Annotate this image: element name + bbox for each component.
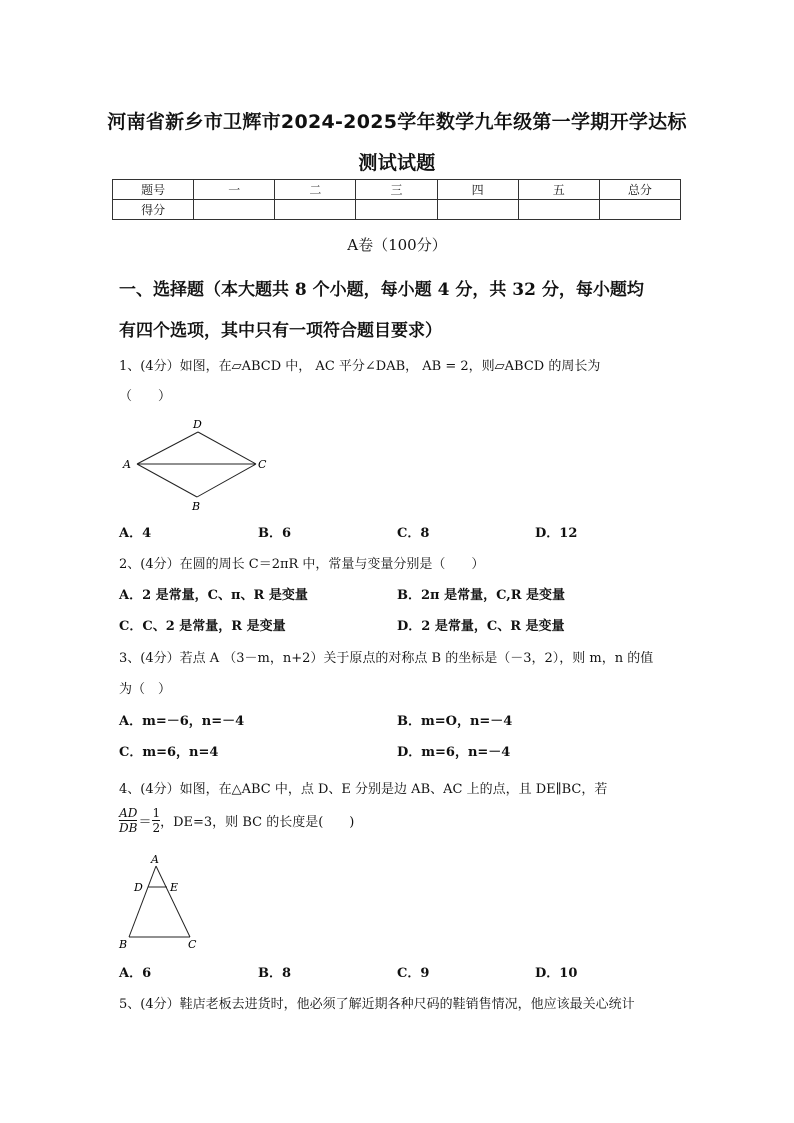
q3-text-line2: 为（ ） — [119, 682, 172, 697]
q1-edge-dc — [198, 432, 256, 464]
q4-option-b: B．8 — [258, 966, 292, 981]
q2-text: 2、(4分）在圆的周长 C＝2πR 中，常量与变量分别是（ ） — [119, 557, 485, 572]
q4-equals: ＝ — [138, 815, 152, 830]
q4-option-d: D．10 — [535, 966, 578, 981]
q4-label-d: D — [134, 881, 143, 894]
score-entry-cell — [356, 200, 437, 220]
q3-option-a: A．m=－6，n=－4 — [119, 714, 245, 729]
q4-fraction-half — [152, 806, 160, 835]
score-cell: 得分 — [113, 200, 194, 220]
q4-fraction-ad-db — [119, 806, 137, 835]
score-entry-cell — [194, 200, 275, 220]
q4-text-rest: ，DE=3，则 BC 的长度是( ) — [160, 815, 355, 830]
q1-label-d: D — [193, 418, 202, 431]
q1-option-d: D．12 — [535, 526, 578, 541]
score-cell: 总分 — [599, 180, 680, 200]
q1-label-a: A — [123, 458, 131, 471]
score-entry-cell — [599, 200, 680, 220]
q4-half-num: 1 — [152, 806, 161, 820]
part1-heading-line1: 一、选择题（本大题共 8 个小题，每小题 4 分，共 32 分，每小题均 — [119, 280, 644, 300]
q4-text: 4、(4分）如图，在△ABC 中，点 D、E 分别是边 AB、AC 上的点，且 DE∥BC，若 — [119, 782, 608, 797]
q1-text: 1、(4分）如图，在▱ABCD 中， AC 平分∠DAB， AB = 2，则▱ABCD 的周长为 — [119, 359, 601, 374]
q1-label-c: C — [258, 458, 267, 471]
score-entry-cell — [275, 200, 356, 220]
score-cell: 四 — [437, 180, 518, 200]
q4-label-c: C — [188, 938, 197, 951]
document-title-line1: 河南省新乡市卫辉市2024-2025学年数学九年级第一学期开学达标 — [107, 111, 687, 133]
q4-frac-den: DB — [119, 821, 138, 835]
q2-option-c: C．C、2 是常量，R 是变量 — [119, 619, 286, 634]
q3-text: 3、(4分）若点 A （3－m，n+2）关于原点的对称点 B 的坐标是（－3，2），则 m，n 的值 — [119, 651, 654, 666]
score-entry-cell — [518, 200, 599, 220]
q1-edge-cb — [197, 464, 256, 497]
q1-label-b: B — [192, 500, 201, 513]
score-table — [112, 179, 681, 220]
q5-text: 5、(4分）鞋店老板去进货时，他必须了解近期各种尺码的鞋销售情况，他应该最关心统计 — [119, 997, 635, 1012]
score-cell: 一 — [194, 180, 275, 200]
q4-option-c: C．9 — [397, 966, 430, 981]
part1-heading-line2: 有四个选项，其中只有一项符合题目要求） — [119, 321, 442, 341]
q1-option-c: C．8 — [397, 526, 430, 541]
score-table-header-row — [113, 180, 681, 200]
q1-answer-paren: （ ） — [119, 389, 172, 404]
q4-label-e: E — [170, 881, 179, 894]
q4-edge-ab — [129, 866, 156, 937]
q3-option-b: B．m=O，n=－4 — [397, 714, 513, 729]
q1-edge-ad — [137, 432, 198, 464]
score-cell: 二 — [275, 180, 356, 200]
document-title-line2: 测试试题 — [358, 152, 436, 174]
q2-option-b: B．2π 是常量，C,R 是变量 — [397, 588, 566, 603]
q3-option-d: D．m=6，n=－4 — [397, 745, 511, 760]
q1-option-a: A．4 — [119, 526, 152, 541]
q1-parallelogram-figure — [120, 414, 280, 514]
score-table-score-row — [113, 200, 681, 220]
q4-frac-num: AD — [119, 806, 138, 820]
score-entry-cell — [437, 200, 518, 220]
q4-option-a: A．6 — [119, 966, 152, 981]
q4-label-b: B — [119, 938, 128, 951]
section-a-title: A卷（100分） — [347, 236, 447, 254]
score-cell: 三 — [356, 180, 437, 200]
q1-option-b: B．6 — [258, 526, 292, 541]
q4-label-a: A — [151, 853, 159, 866]
q4-edge-ac — [156, 866, 190, 937]
q2-option-d: D．2 是常量，C、R 是变量 — [397, 619, 565, 634]
q4-ratio-line — [119, 806, 354, 835]
q2-option-a: A．2 是常量，C、π、R 是变量 — [119, 588, 308, 603]
q3-option-c: C．m=6，n=4 — [119, 745, 219, 760]
q4-triangle-figure — [116, 852, 206, 954]
score-cell: 五 — [518, 180, 599, 200]
q1-edge-ba — [137, 464, 197, 497]
score-cell: 题号 — [113, 180, 194, 200]
q4-half-den: 2 — [152, 821, 161, 835]
